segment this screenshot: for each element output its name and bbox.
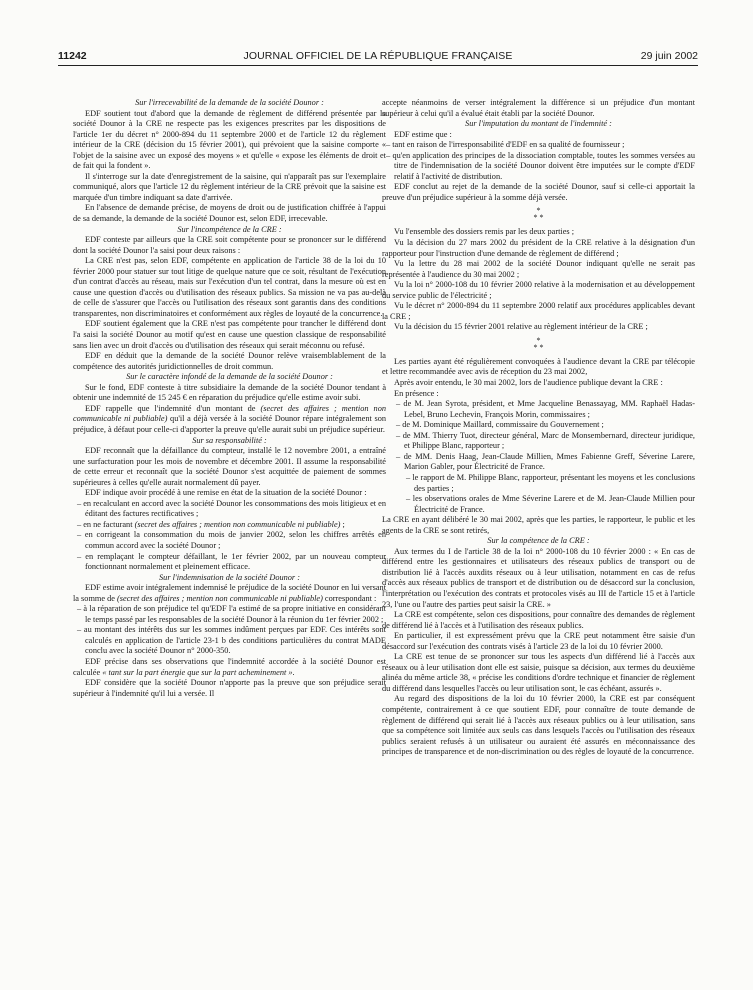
- confidential-mention: (secret des affaires ; mention non communicable ni publiable): [73, 403, 386, 424]
- section-heading: Sur l'imputation du montant de l'indemnité :: [465, 119, 612, 129]
- separator-stars: * *: [533, 213, 544, 223]
- paragraph: La CRE en ayant délibéré le 30 mai 2002, après que les parties, le rapporteur, le public et les agents de la CRE se sont retirés,: [382, 515, 695, 535]
- paragraph: [73, 583, 386, 604]
- list-item: – le rapport de M. Philippe Blanc, rapporteur, présentant les moyens et les conclusions des parties ;: [406, 472, 695, 493]
- separator-star: *: [536, 206, 541, 216]
- hearing-list: [382, 473, 695, 515]
- list-item: – les observations orales de Mme Séverine Larere et de M. Jean-Claude Millien pour Électricité de France.: [406, 494, 695, 514]
- citation: Vu la lettre du 28 mai 2002 de la société Dounor indiquant qu'elle ne serait pas représentée à l'audience du 30 mai 2002 ;: [382, 259, 695, 279]
- list-item: – au montant des intérêts dus sur les sommes indûment perçues par EDF. Ces intérêts sont calculés en application de l'article 23-1 b des conditions particulières du contrat MADE conclu avec la société Dounor n° 2000-350.: [77, 625, 386, 656]
- citation: Vu l'ensemble des dossiers remis par les deux parties ;: [394, 227, 575, 237]
- list-item: – de M. Dominique Maillard, commissaire du Gouvernement ;: [396, 420, 604, 430]
- paragraph: EDF indique avoir procédé à une remise en état de la situation de la société Dounor :: [85, 488, 367, 498]
- text-run: qu'il a déjà versée à la société Dounor répare intégralement son préjudice, à défaut pour celle-ci d'apporter la preuve qu'elle aurait subi un préjudice supérieur.: [73, 414, 387, 434]
- text-run: EDF estime avoir intégralement indemnisé le préjudice de la société Dounor en lui versant la somme de: [73, 583, 386, 603]
- citation: Vu la loi n° 2000-108 du 10 février 2000 relative à la modernisation et au développement du service public de l'électricité ;: [382, 280, 695, 300]
- paragraph: La CRE est compétente, selon ces dispositions, pour connaître des demandes de règlement de différend lié à l'accès et à l'utilisation des réseaux publics.: [382, 610, 695, 630]
- section-heading: Sur l'irrecevabilité de la demande de la société Dounor :: [135, 98, 324, 107]
- left-column: [73, 98, 386, 699]
- text-run: EDF précise dans ses observations que l'indemnité accordée à la société Dounor est calculée: [73, 656, 386, 677]
- text-run: – en ne facturant: [77, 519, 135, 529]
- section-heading: Sur la compétence de la CRE :: [487, 536, 590, 546]
- paragraph: EDF soutient également que la CRE n'est pas compétente pour trancher le différend dont l'a saisi la société Dounor au motif qu'est en cause une question classique de responsabilité sans lien avec un droit d'accès ou d'utilisation des réseaux qui serait méconnu ou refusé.: [73, 319, 386, 350]
- header-rule: [58, 65, 698, 66]
- paragraph: En présence :: [394, 388, 439, 398]
- text-run: correspondant :: [322, 593, 377, 603]
- list-item: – de M. Jean Syrota, président, et Mme Jacqueline Benassayag, MM. Raphaël Hadas-Lebel, Bruno Lechevin, François Morin, commissaires ;: [396, 399, 695, 419]
- quotation: « tant sur la part énergie que sur la part acheminement »: [102, 667, 293, 677]
- paragraph: EDF considère que la société Dounor n'apporte pas la preuve que son préjudice serait supérieur à l'indemnité qu'il lui a versée. Il: [73, 678, 386, 698]
- list-item: [73, 520, 386, 531]
- paragraph: Il s'interroge sur la date d'enregistrement de la saisine, qui n'apparaît pas sur l'exemplaire communiqué, alors que l'article 12 du règlement intérieur de la CRE prévoit que la saisine est marquée d'un timbre indiquant sa date d'arrivée.: [73, 171, 386, 202]
- section-heading: Sur le caractère infondé de la demande de la société Dounor :: [126, 372, 333, 382]
- attendee-list: [382, 399, 695, 473]
- list-item: – en corrigeant la consommation du mois de janvier 2002, selon les chiffres arrêtés en commun accord avec la société Dounor ;: [77, 530, 386, 550]
- page-number: 11242: [58, 50, 87, 62]
- paragraph: EDF estime que :: [394, 129, 452, 139]
- bullet-list: [73, 604, 386, 657]
- paragraph: EDF conclut au rejet de la demande de la société Dounor, sauf si celle-ci apportait la preuve d'un préjudice supérieur à la somme déjà versée.: [382, 182, 695, 202]
- right-column: [382, 98, 695, 758]
- section-separator: [382, 207, 695, 221]
- paragraph: accepte néanmoins de verser intégralement la différence si un préjudice d'un montant supérieur à celui qu'il a évalué était établi par la société Dounor.: [382, 98, 695, 118]
- paragraph: Aux termes du I de l'article 38 de la loi n° 2000-108 du 10 février 2000 : « En cas de différend entre les gestionnaires et utilisateurs des réseaux publics de transport ou de distribution lié à l'accès auxdits réseaux ou à leur utilisation, notamment en cas de refus d'accès aux réseaux publics de transport et de distribution ou de désaccord sur la conclusion, l'interprétation ou l'exécution des contrats et protocoles visés au III de l'article 15 et à l'article 23, l'une ou l'autre des parties peut saisir la CRE. »: [382, 546, 695, 609]
- paragraph: [73, 657, 386, 678]
- list-item: – de MM. Thierry Tuot, directeur général, Marc de Monsembernard, directeur juridique, et Philippe Blanc, rapporteur ;: [396, 430, 695, 451]
- publication-date: 29 juin 2002: [640, 50, 698, 62]
- paragraph: Au regard des dispositions de la loi du 10 février 2000, la CRE est par conséquent compétente, contrairement à ce que soutient EDF, pour connaître de toute demande de règlement de différend qui serait lié à l'accès aux réseaux publics ou à leur utilisation, sans que sa compétence soit limitée aux seuls cas dans lesquels l'accès ou l'utilisation des réseaux publics seraient refusés à un utilisateur ou auraient été assurés en méconnaissance des principes de transparence et de non-discrimination ou des règles de loyauté de la concurrence.: [382, 694, 695, 757]
- section-heading: Sur sa responsabilité :: [192, 435, 267, 445]
- text-run: ;: [340, 519, 345, 529]
- paragraph: EDF en déduit que la demande de la société Dounor relève vraisemblablement de la compétence des autorités juridictionnelles de droit commun.: [73, 351, 386, 371]
- list-item: – à la réparation de son préjudice tel qu'EDF l'a estimé de sa propre initiative en considérant le temps passé par les responsables de la société Dounor à la réunion du 1er février 2002 ;: [77, 604, 386, 624]
- bullet-list: [73, 499, 386, 573]
- paragraph: EDF reconnaît que la défaillance du compteur, installé le 12 novembre 2001, a entraîné une surfacturation pour les mois de novembre et décembre 2001. Il assume la responsabilité de cette erreur et reconnaît que la société Dounor s'est acquittée de paiement de sommes supérieures à celles qu'elle aurait normalement dû payer.: [73, 446, 386, 487]
- citation: Vu la décision du 27 mars 2002 du président de la CRE relative à la désignation d'un rapporteur pour l'instruction d'une demande de règlement de différend ;: [382, 238, 695, 258]
- paragraph: EDF soutient tout d'abord que la demande de règlement de différend présentée par la société Dounor à la CRE ne respecte pas les exigences prescrites par les dispositions de l'article 1er du décret n° 2000-894 du 11 septembre 2000 et de l'article 12 du règlement intérieur de la CRE (décision du 15 février 2001), qui prévoient que la saisine comporte « l'objet de la saisine avec un exposé des moyens » et qu'elle « expose les éléments de droit et de fait qui la fondent ».: [73, 108, 386, 171]
- paragraph: EDF conteste par ailleurs que la CRE soit compétente pour se prononcer sur le différend dont la société Dounor l'a saisi pour deux raisons :: [73, 235, 386, 255]
- section-heading: Sur l'indemnisation de la société Dounor :: [159, 572, 300, 582]
- paragraph: La CRE n'est pas, selon EDF, compétente en application de l'article 38 de la loi du 10 février 2000 pour statuer sur tout litige de quelque nature que ce soit, résultant de l'exécution d'un contrat d'accès au réseau, mais sur l'exécution d'un tel contrat, dans la mesure où est en cause une question d'accès ou d'utilisation des réseaux publics. Sa mission ne va pas au-delà de celle de s'assurer que l'accès ou l'utilisation des réseaux sont garantis dans des conditions transparentes, non discriminatoires et conformément aux règles de loyauté de la concurrence.: [73, 256, 386, 318]
- journal-title: JOURNAL OFFICIEL DE LA RÉPUBLIQUE FRANÇAISE: [243, 50, 513, 62]
- page-header: [58, 47, 698, 63]
- separator-stars: * *: [533, 342, 544, 352]
- list-item: – de MM. Denis Haag, Jean-Claude Millien, Mmes Fabienne Greff, Séverine Larere, Marion Gabler, pour Électricité de France.: [396, 451, 695, 472]
- list-item: – en recalculant en accord avec la société Dounor les consommations des mois litigieux et en éditant des factures rectificatives ;: [77, 498, 386, 519]
- confidential-mention: (secret des affaires ; mention non communicable ni publiable): [117, 593, 323, 603]
- list-item: – en remplaçant le compteur défaillant, le 1er février 2002, par un nouveau compteur fonctionnant normalement et pleinement efficace.: [77, 551, 386, 572]
- text-run: .: [292, 667, 295, 677]
- citation: Vu le décret n° 2000-894 du 11 septembre 2000 relatif aux procédures applicables devant la CRE ;: [382, 301, 695, 321]
- bullet-list: [382, 140, 695, 182]
- paragraph: Après avoir entendu, le 30 mai 2002, lors de l'audience publique devant la CRE :: [394, 378, 663, 388]
- separator-star: *: [536, 335, 541, 345]
- paragraph: Les parties ayant été régulièrement convoquées à l'audience devant la CRE par télécopie et lettre recommandée avec avis de réception du 23 mai 2002,: [382, 356, 695, 377]
- paragraph: En l'absence de demande précise, de moyens de droit ou de justification chiffrée à l'appui de sa demande, la demande de la société Dounor est, selon EDF, irrecevable.: [73, 203, 386, 224]
- list-item: – qu'en application des principes de la dissociation comptable, toutes les sommes versées au titre de l'indemnisation de la société Dounor doivent être imputées sur le compte d'EDF relatif à l'activité de distribution.: [386, 150, 695, 181]
- section-separator: [382, 337, 695, 351]
- paragraph: En particulier, il est expressément prévu que la CRE peut notamment être saisie d'un désaccord sur l'exécution des contrats visés à l'article 23 de la loi du 10 février 2000.: [382, 631, 695, 651]
- text-run: EDF rappelle que l'indemnité d'un montant de: [85, 403, 261, 413]
- paragraph: La CRE est tenue de se prononcer sur tous les aspects d'un différend lié à l'accès aux réseaux ou à leur utilisation dont elle est saisie, puisque sa décision, aux termes du deuxième alinéa du même article 38, « précise les conditions d'ordre technique et financier de règlement du différend dans lesquelles l'accès ou leur utilisation sont, le cas échéant, assurés ».: [382, 652, 695, 693]
- confidential-mention: (secret des affaires ; mention non communicable ni publiable): [134, 519, 341, 529]
- section-heading: Sur l'incompétence de la CRE :: [177, 224, 282, 234]
- list-item: – tant en raison de l'irresponsabilité d'EDF en sa qualité de fournisseur ;: [386, 140, 625, 150]
- citation: Vu la décision du 15 février 2001 relative au règlement intérieur de la CRE ;: [394, 322, 648, 332]
- paragraph: Sur le fond, EDF conteste à titre subsidiaire la demande de la société Dounor tendant à obtenir une indemnité de 15 245 € en réparation du préjudice qu'elle estime avoir subi.: [73, 382, 386, 403]
- paragraph: [73, 404, 386, 436]
